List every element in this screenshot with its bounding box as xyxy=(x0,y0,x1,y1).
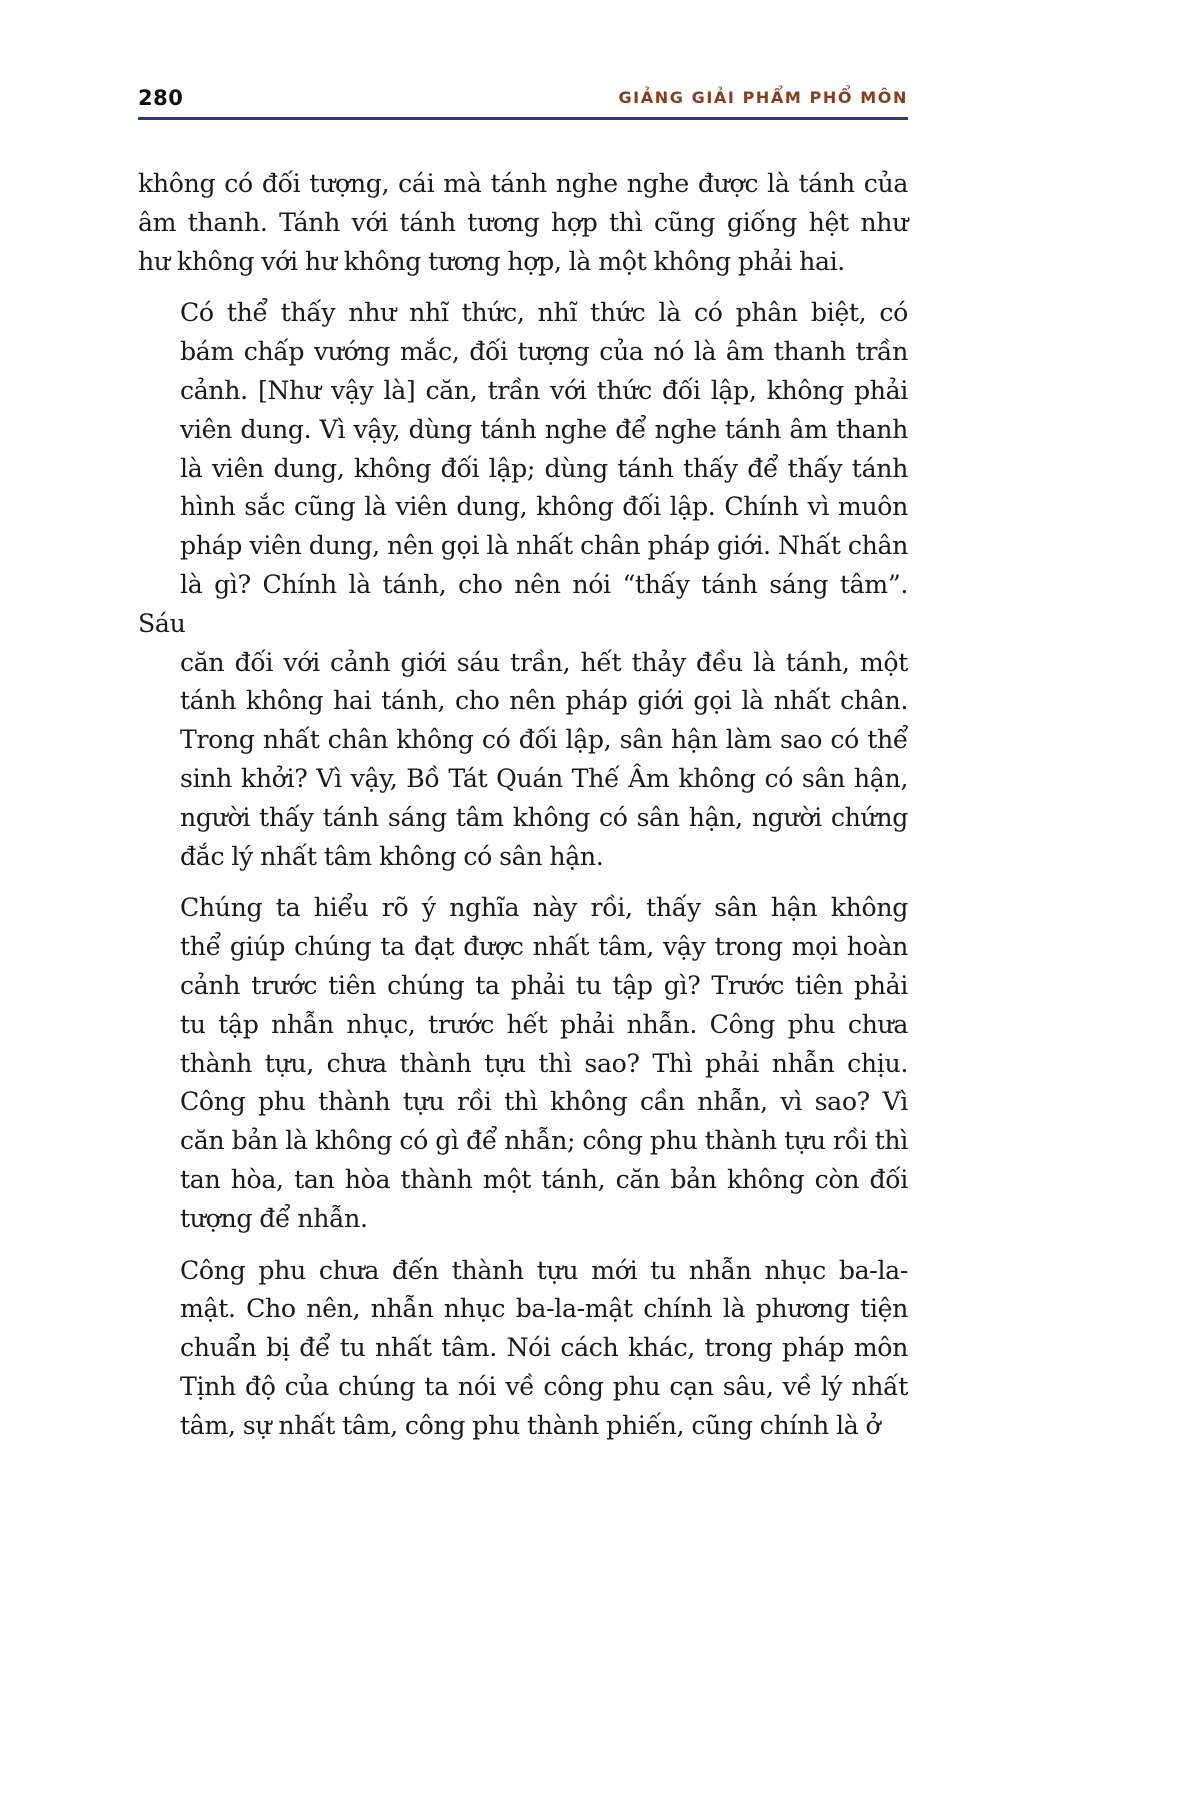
text-line: pháp viên dung, nên gọi là nhất chân pháp giới. Nhất chân xyxy=(180,531,908,561)
text-line: căn đối với cảnh giới sáu trần, hết thảy đều là tánh, một xyxy=(180,647,908,677)
text-line: sinh khởi? Vì vậy, Bồ Tát Quán Thế Âm không có sân hận, xyxy=(180,763,908,793)
text-line: hình sắc cũng là viên dung, không đối lập. Chính vì muôn xyxy=(180,492,908,522)
page-number: 280 xyxy=(138,86,184,110)
text-line: thành tựu, chưa thành tựu thì sao? Thì phải nhẫn chịu. xyxy=(180,1048,908,1078)
text-line: bám chấp vướng mắc, đối tượng của nó là âm thanh trần xyxy=(180,337,908,367)
body-text xyxy=(138,165,908,1459)
text-line: tượng để nhẫn. xyxy=(180,1203,368,1233)
text-line: đắc lý nhất tâm không có sân hận. xyxy=(180,841,604,871)
text-line: Chúng ta hiểu rõ ý nghĩa này rồi, thấy sân hận không xyxy=(180,893,908,923)
page-header xyxy=(138,80,908,120)
text-line: tâm, sự nhất tâm, công phu thành phiến, cũng chính là ở xyxy=(180,1410,881,1440)
text-line: âm thanh. Tánh với tánh tương hợp thì cũng giống hệt như xyxy=(138,207,908,237)
text-line: căn bản là không có gì để nhẫn; công phu thành tựu rồi thì xyxy=(180,1126,908,1156)
paragraph xyxy=(138,165,908,281)
text-line: hư không với hư không tương hợp, là một không phải hai. xyxy=(138,246,845,276)
text-line: viên dung. Vì vậy, dùng tánh nghe để nghe tánh âm thanh xyxy=(180,414,908,444)
text-line: Công phu thành tựu rồi thì không cần nhẫn, vì sao? Vì xyxy=(180,1087,908,1117)
header-rule xyxy=(138,117,908,120)
text-line: là viên dung, không đối lập; dùng tánh thấy để thấy tánh xyxy=(180,453,908,483)
text-line: tu tập nhẫn nhục, trước hết phải nhẫn. Công phu chưa xyxy=(180,1009,908,1039)
paragraph xyxy=(138,1252,908,1446)
text-line: tan hòa, tan hòa thành một tánh, căn bản không còn đối xyxy=(180,1164,908,1194)
text-line: tánh không hai tánh, cho nên pháp giới gọi là nhất chân. xyxy=(180,686,908,716)
text-line: thể giúp chúng ta đạt được nhất tâm, vậy trong mọi hoàn xyxy=(180,932,908,962)
paragraph xyxy=(138,294,908,876)
running-title: GIẢNG GIẢI PHẨM PHỔ MÔN xyxy=(618,88,908,107)
text-line: cảnh. [Như vậy là] căn, trần với thức đối lập, không phải xyxy=(180,375,908,405)
text-line: chuẩn bị để tu nhất tâm. Nói cách khác, trong pháp môn xyxy=(180,1333,908,1363)
text-line: người thấy tánh sáng tâm không có sân hận, người chứng xyxy=(180,802,908,832)
text-line: Tịnh độ của chúng ta nói về công phu cạn sâu, về lý nhất xyxy=(180,1371,908,1401)
text-line: không có đối tượng, cái mà tánh nghe nghe được là tánh của xyxy=(138,169,908,198)
text-line: Trong nhất chân không có đối lập, sân hận làm sao có thể xyxy=(180,725,908,755)
text-line: cảnh trước tiên chúng ta phải tu tập gì? Trước tiên phải xyxy=(180,970,908,1000)
text-line: Công phu chưa đến thành tựu mới tu nhẫn nhục ba-la- xyxy=(180,1255,908,1285)
text-line: mật. Cho nên, nhẫn nhục ba-la-mật chính là phương tiện xyxy=(180,1294,908,1324)
paragraph xyxy=(138,889,908,1238)
text-line: là gì? Chính là tánh, cho nên nói “thấy tánh sáng tâm”. Sáu xyxy=(138,569,908,638)
text-line: Có thể thấy như nhĩ thức, nhĩ thức là có phân biệt, có xyxy=(180,298,908,328)
